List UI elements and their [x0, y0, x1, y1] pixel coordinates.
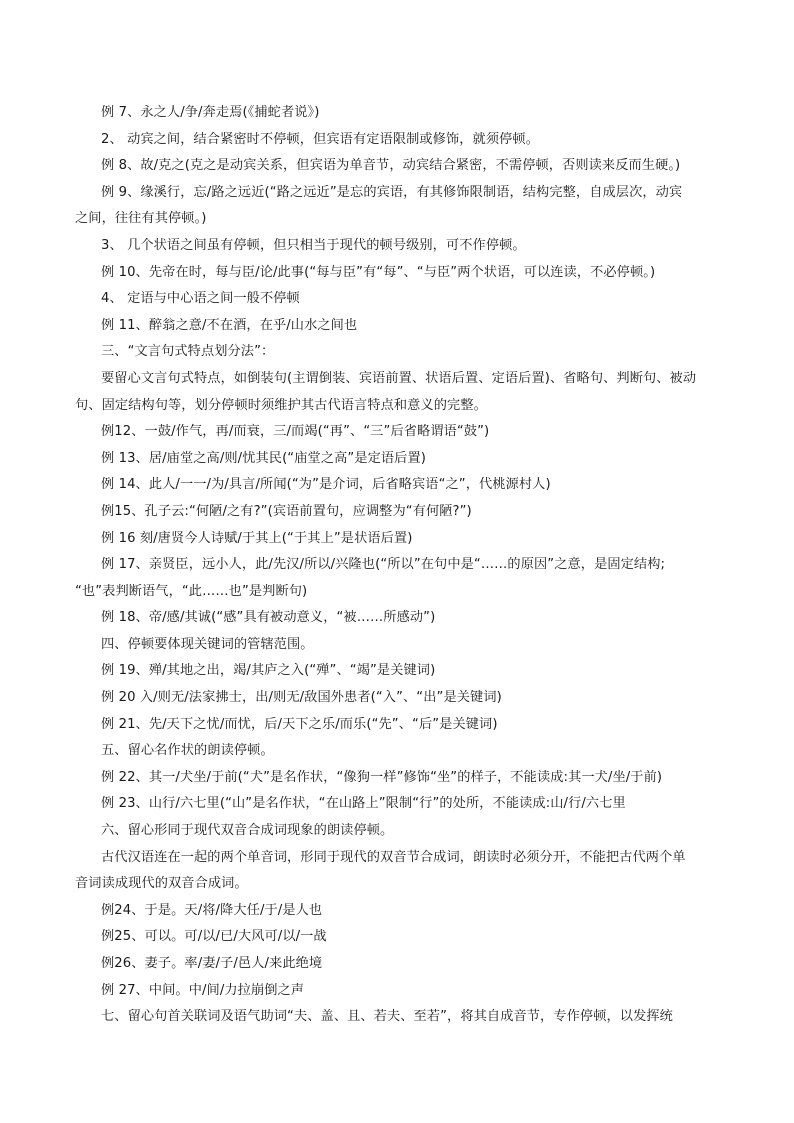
text-line: 例 8、故/克之(克之是动宾关系，但宾语为单音节，动宾结合紧密，不需停顿，否则读来反而生硬。): [101, 158, 681, 174]
section-heading: 七、留心句首关联词及语气助词“夫、盖、且、若夫、至若”，将其自成音节，专作停顿，以发挥统: [101, 1009, 673, 1025]
text-line: 4、 定语与中心语之间一般不停顿: [101, 291, 300, 307]
text-line: 句、固定结构句等，划分停顿时须维护其古代语言特点和意义的完整。: [75, 397, 487, 413]
text-line: 例24、于是。天/将/降大任/于/是人也: [101, 902, 323, 918]
text-line: 例 27、中间。中/间/力拉崩倒之声: [101, 982, 305, 998]
text-line: 例 18、帝/感/其诚(“感”具有被动意义，“被……所感动”): [101, 610, 436, 626]
text-line: 例 16 刻/唐贤今人诗赋/于其上(“于其上”是状语后置): [101, 530, 413, 546]
text-line: 古代汉语连在一起的两个单音词，形同于现代的双音节合成词，朗读时必须分开，不能把古代两个单: [101, 849, 686, 865]
text-line: 例15、孔子云:“何陋/之有?”(宾语前置句，应调整为“有何陋?”): [101, 503, 472, 519]
text-line: 2、 动宾之间，结合紧密时不停顿，但宾语有定语限制或修饰，就须停顿。: [101, 131, 539, 147]
text-line: 例 22、其一/犬坐/于前(“犬”是名作状，“像狗一样”修饰“坐”的样子，不能读成:其一犬/坐/于前): [101, 769, 663, 785]
text-line: 音词读成现代的双音合成词。: [75, 876, 248, 892]
text-line: 例 20 入/则无/法家拂士，出/则无/敌国外患者(“入”、“出”是关键词): [101, 690, 502, 706]
text-line: 例12、一鼓/作气，再/而衰，三/而竭(“再”、“三”后省略谓语“鼓”): [101, 424, 490, 440]
section-heading: 四、停顿要体现关键词的管辖范围。: [101, 636, 314, 652]
text-line: 例 17、亲贤臣，远小人，此/先汉/所以/兴隆也(“所以”在句中是“……的原因”之意，是固定结构;: [101, 557, 666, 573]
text-line: 例25、可以。可/以/已/大风可/以/一战: [101, 929, 327, 945]
text-line: 例 7、永之人/争/奔走焉(《捕蛇者说》): [101, 105, 320, 120]
text-line: 例 13、居/庙堂之高/则/忧其民(“庙堂之高”是定语后置): [101, 450, 427, 466]
section-heading: 五、留心名作状的朗读停顿。: [101, 743, 274, 759]
text-line: “也”表判断语气，“此……也”是判断句): [75, 583, 308, 599]
section-heading: 三、“文言句式特点划分法”：: [101, 344, 275, 360]
text-line: 之间，往往有其停顿。): [75, 211, 207, 227]
text-line: 例 21、先/天下之忧/而忧，后/天下之乐/而乐(“先”、“后”是关键词): [101, 716, 498, 732]
text-line: 例 11、醉翁之意/不在酒，在乎/山水之间也: [101, 317, 358, 333]
text-line: 例 10、先帝在时，每与臣/论/此事(“每与臣”有“每”、“与臣”两个状语，可以连读，不必停顿。): [101, 264, 656, 280]
text-line: 3、 几个状语之间虽有停顿，但只相当于现代的顿号级别，可不作停顿。: [101, 237, 526, 253]
text-line: 例 9、缘溪行，忘/路之远近(“路之远近”是忘的宾语，有其修饰限制语，结构完整，自成层次，动宾: [101, 184, 683, 200]
text-line: 要留心文言句式特点，如倒装句(主谓倒装、宾语前置、状语后置、定语后置)、省略句、判断句、被动: [101, 370, 697, 386]
text-line: 例 14、此人/一一/为/具言/所闻(“为”是介词，后省略宾语“之”，代桃源村人): [101, 477, 551, 493]
section-heading: 六、留心形同于现代双音合成词现象的朗读停顿。: [101, 823, 394, 839]
text-line: 例 19、殚/其地之出，竭/其庐之入(“殚”、“竭”是关键词): [101, 663, 436, 679]
text-line: 例26、妻子。率/妻/子/邑人/来此绝境: [101, 956, 323, 971]
text-line: 例 23、山行/六七里(“山”是名作状，“在山路上”限制“行”的处所，不能读成:山/行/六七里: [101, 796, 626, 812]
document-body: [75, 100, 725, 1031]
